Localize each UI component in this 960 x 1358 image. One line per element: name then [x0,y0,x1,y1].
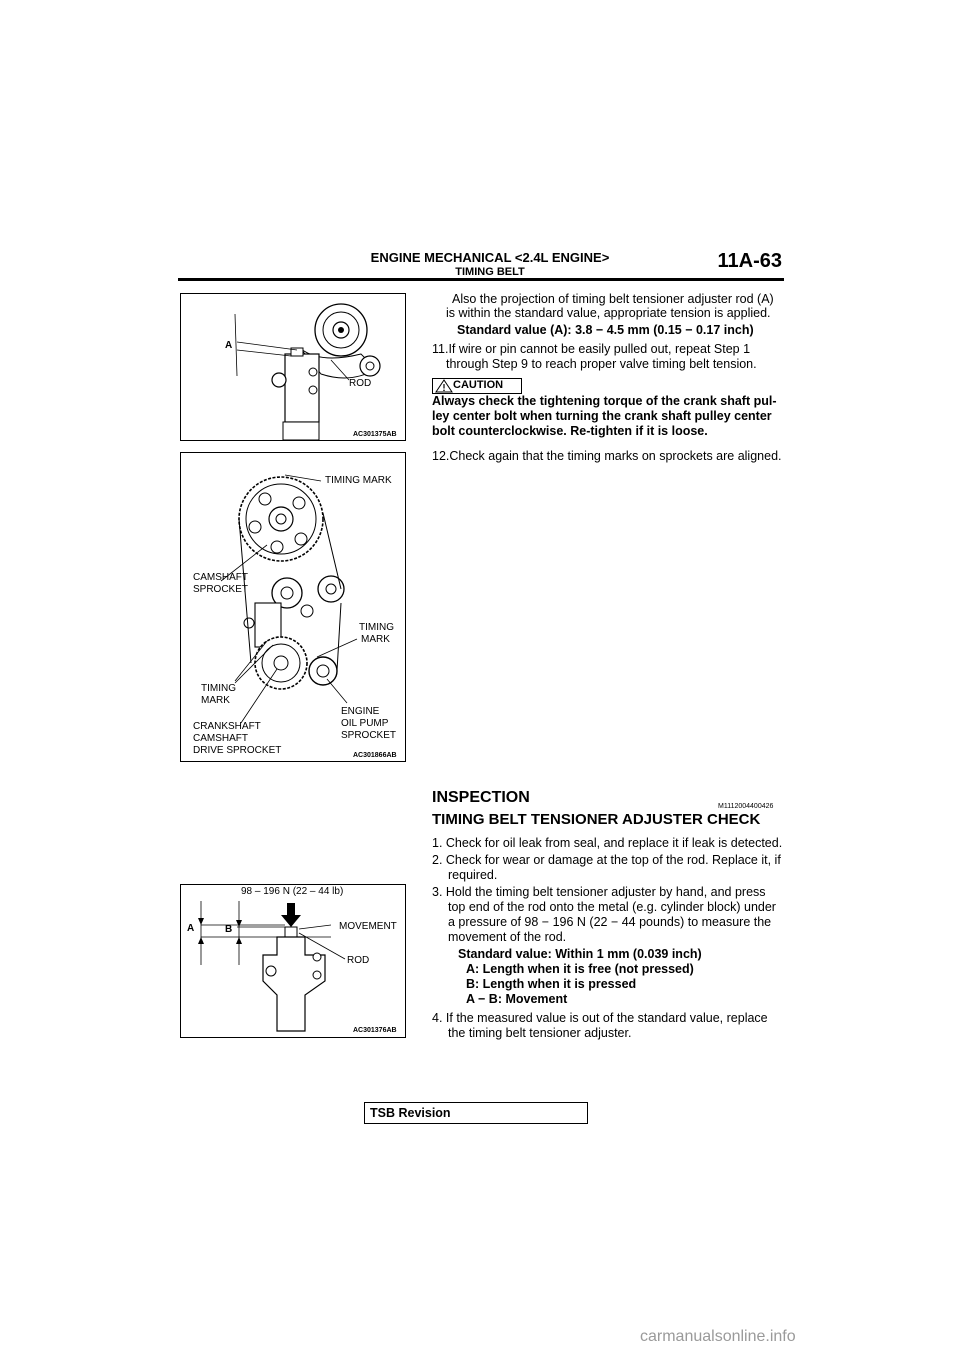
standard-value-movement: B: Length when it is pressed [466,977,637,991]
caution-text-line: ley center bolt when turning the crank shaft pulley center [432,409,772,423]
caution-label: CAUTION [453,379,504,391]
section-code: M1112004400426 [718,803,774,810]
warning-triangle-icon [435,379,453,393]
body-text-line: Also the projection of timing belt tensioner adjuster rod (A) [452,292,774,306]
label-a: A [187,923,195,934]
inspection-step-2-line: required. [448,868,498,882]
figure-id: AC301866AB [353,752,397,759]
figure-id: AC301375AB [353,431,397,438]
label-timing-mark-left-2: MARK [201,695,230,706]
standard-value-movement: A: Length when it is free (not pressed) [466,962,694,976]
label-timing-mark-right-2: MARK [361,634,390,645]
step-11-line: 11.If wire or pin cannot be easily pulled out, repeat Step 1 [432,342,751,356]
label-crankshaft-2: CAMSHAFT [193,733,248,744]
label-crankshaft-1: CRANKSHAFT [193,721,261,732]
label-crankshaft-3: DRIVE SPROCKET [193,745,282,756]
header-rule [178,278,784,281]
step-11-line: through Step 9 to reach proper valve timing belt tension. [446,357,757,371]
label-timing-mark-top: TIMING MARK [325,475,392,486]
label-a: A [225,340,233,351]
label-force: 98 – 196 N (22 – 44 lb) [241,886,344,897]
inspection-step-3-line: 3. Hold the timing belt tensioner adjuster by hand, and press [432,885,766,899]
section-heading-inspection: INSPECTION [432,789,530,806]
inspection-step-4-line: 4. If the measured value is out of the standard value, replace [432,1011,768,1025]
label-rod: ROD [347,955,370,966]
tensioner-rod-illustration [181,294,405,440]
label-camshaft-sprocket-2: SPROCKET [193,584,249,595]
figure-id: AC301376AB [353,1027,397,1034]
page-header-subtitle: TIMING BELT [455,266,525,278]
label-oil-pump-2: OIL PUMP [341,718,389,729]
label-timing-mark-left-1: TIMING [201,683,236,694]
standard-value-movement: A − B: Movement [466,992,568,1006]
page-number: 11A-63 [717,250,782,272]
subsection-heading: TIMING BELT TENSIONER ADJUSTER CHECK [432,811,761,828]
figure-adjuster-check [180,884,406,1038]
label-oil-pump-1: ENGINE [341,706,380,717]
standard-value-a: Standard value (A): 3.8 − 4.5 mm (0.15 − 0.17 inch) [457,323,754,337]
step-12: 12.Check again that the timing marks on sprockets are aligned. [432,449,782,463]
label-b: B [225,924,233,935]
standard-value-movement: Standard value: Within 1 mm (0.039 inch) [458,947,702,961]
caution-text-line: Always check the tightening torque of the crank shaft pul- [432,394,777,408]
body-text-line: is within the standard value, appropriate tension is applied. [446,306,771,320]
watermark-link[interactable]: carmanualsonline.info [640,1328,796,1345]
adjuster-check-illustration [181,885,405,1037]
inspection-step-3-line: top end of the rod onto the metal (e.g. cylinder block) under [448,900,776,914]
label-oil-pump-3: SPROCKET [341,730,397,741]
page-header-title: ENGINE MECHANICAL <2.4L ENGINE> [370,250,610,265]
inspection-step-3-line: a pressure of 98 − 196 N (22 − 44 pounds) to measure the [448,915,772,929]
label-camshaft-sprocket-1: CAMSHAFT [193,572,248,583]
caution-box [432,378,522,394]
figure-timing-marks [180,452,406,762]
label-timing-mark-right-1: TIMING [359,622,394,633]
label-movement: MOVEMENT [339,921,397,932]
tsb-revision-label: TSB Revision [370,1106,451,1120]
inspection-step-4-line: the timing belt tensioner adjuster. [448,1026,632,1040]
caution-text-line: bolt counterclockwise. Re-tighten if it is loose. [432,424,708,438]
inspection-step-3-line: movement of the rod. [448,930,567,944]
inspection-step-1: 1. Check for oil leak from seal, and replace it if leak is detected. [432,836,783,850]
label-rod: ROD [349,378,372,389]
figure-tensioner-rod [180,293,406,441]
inspection-step-2-line: 2. Check for wear or damage at the top of the rod. Replace it, if [432,853,781,867]
tsb-revision-box [364,1102,588,1124]
